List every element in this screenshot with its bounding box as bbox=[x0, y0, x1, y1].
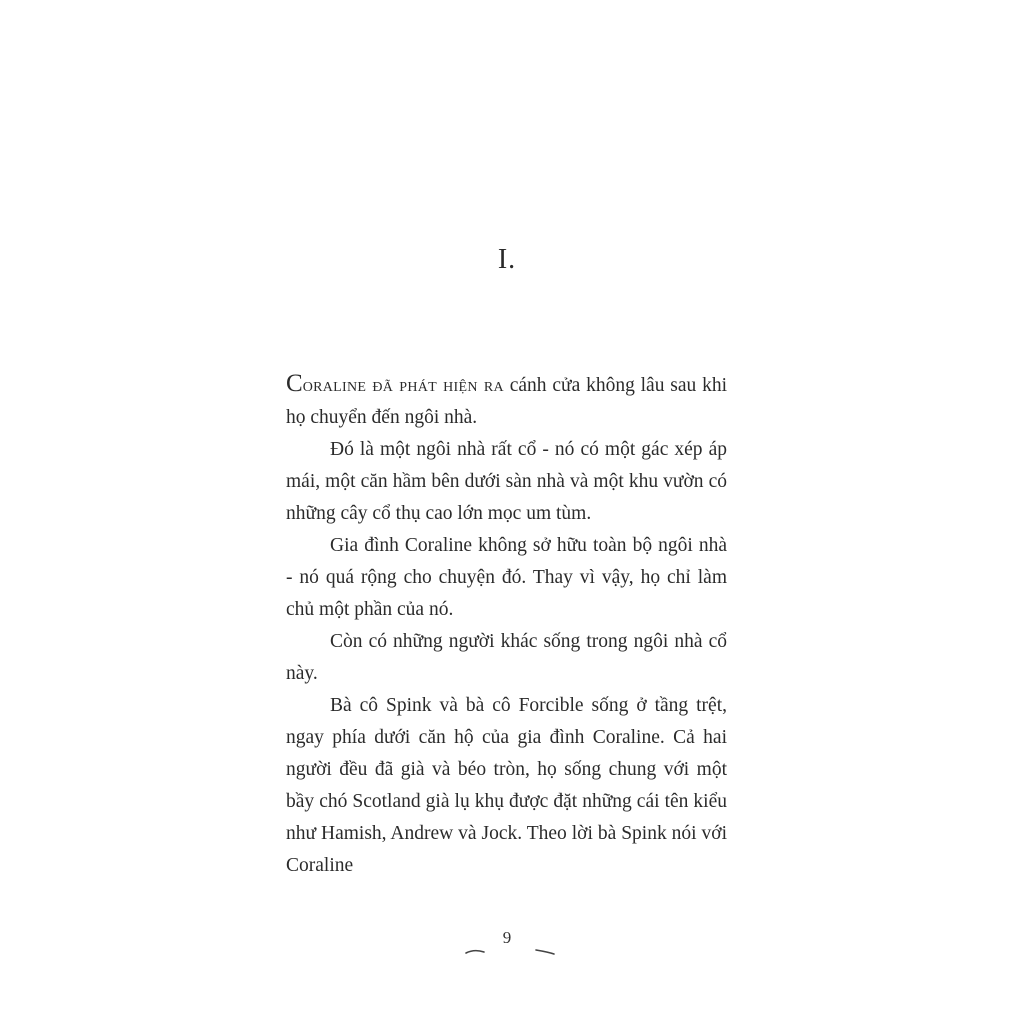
paragraph: Bà cô Spink và bà cô Forcible sống ở tầng trệt, ngay phía dưới căn hộ của gia đình Coraline. Cả hai người đều đã già và béo tròn, họ sống chung với một bầy chó Scotland già lụ khụ được đặt những cái tên kiểu như Hamish, Andrew và Jock. Theo lời bà Spink nói với Coraline bbox=[286, 695, 727, 876]
opening-rest: cánh cửa không lâu sau khi họ chuyển đến ngôi nhà. bbox=[286, 375, 727, 428]
paragraph: Còn có những người khác sống trong ngôi nhà cổ này. bbox=[286, 631, 727, 684]
opening-initial: C bbox=[286, 370, 303, 397]
body-text bbox=[286, 368, 727, 882]
opening-small-caps: oraline đã phát hiện ra bbox=[302, 375, 504, 396]
chapter-number: I. bbox=[497, 244, 517, 275]
page-number: 9 bbox=[502, 928, 512, 947]
ornament-flourish-icon bbox=[462, 946, 562, 956]
opening-paragraph bbox=[286, 368, 727, 434]
paragraph: Đó là một ngôi nhà rất cổ - nó có một gác xép áp mái, một căn hầm bên dưới sàn nhà và một khu vườn có những cây cổ thụ cao lớn mọc um tùm. bbox=[286, 439, 727, 524]
paragraph: Gia đình Coraline không sở hữu toàn bộ ngôi nhà - nó quá rộng cho chuyện đó. Thay vì vậy, họ chỉ làm chủ một phần của nó. bbox=[286, 535, 727, 620]
